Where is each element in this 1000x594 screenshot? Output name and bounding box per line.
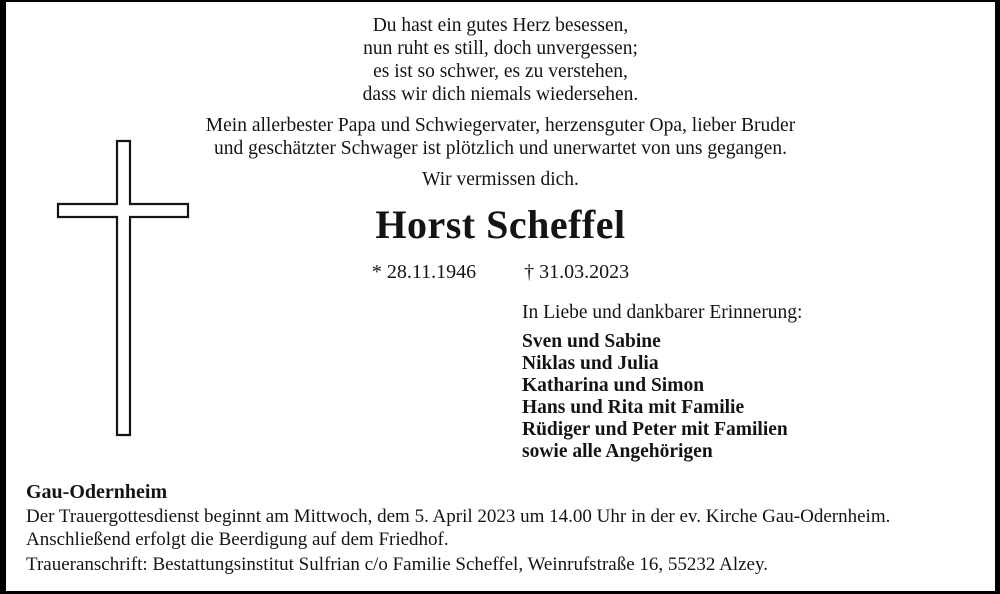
intro-line: und geschätzter Schwager ist plötzlich und unerwartet von uns gegangen. xyxy=(214,138,787,159)
service-line: Anschließend erfolgt die Beerdigung auf dem Friedhof. xyxy=(26,529,449,550)
intro-line: Mein allerbester Papa und Schwiegervater, herzensguter Opa, lieber Bruder xyxy=(205,115,796,136)
dagger-death-symbol: † xyxy=(524,261,535,283)
mourners-list xyxy=(522,331,802,463)
poem-line: nun ruht es still, doch unvergessen; xyxy=(363,38,638,59)
mourning-address: Traueranschrift: Bestattungsinstitut Sulfrian c/o Familie Scheffel, Weinrufstraße 16, 55232 Alzey. xyxy=(26,554,768,575)
service-line: Der Trauergottesdienst beginnt am Mittwoch, dem 5. April 2023 um 14.00 Uhr in der ev. Kirche Gau-Odernheim. xyxy=(26,506,891,527)
death-date-value: 31.03.2023 xyxy=(539,261,630,283)
deceased-name: Horst Scheffel xyxy=(375,202,626,247)
farewell-text: Wir vermissen dich. xyxy=(422,169,579,190)
death-date xyxy=(524,261,629,283)
mourner-name: Hans und Rita mit Familie xyxy=(522,397,745,418)
mourner-name: Niklas und Julia xyxy=(522,353,659,374)
cross-icon xyxy=(54,137,194,441)
city-name: Gau-Odernheim xyxy=(26,481,168,503)
memorial-poem xyxy=(6,14,995,106)
poem-line: Du hast ein gutes Herz besessen, xyxy=(372,15,629,36)
birth-date xyxy=(372,261,476,283)
asterisk-birth-symbol: * xyxy=(371,261,382,283)
birth-date-value: 28.11.1946 xyxy=(386,261,477,283)
mourner-name: Rüdiger und Peter mit Familien xyxy=(522,419,788,440)
poem-line: es ist so schwer, es zu verstehen, xyxy=(373,61,628,82)
mourner-name: Sven und Sabine xyxy=(522,331,661,352)
remembrance-block xyxy=(522,301,802,463)
service-info xyxy=(26,505,890,551)
remembrance-heading: In Liebe und dankbarer Erinnerung: xyxy=(522,302,803,323)
mourner-name: Katharina und Simon xyxy=(522,375,705,396)
poem-line: dass wir dich niemals wiedersehen. xyxy=(362,84,639,105)
mourner-name: sowie alle Angehörigen xyxy=(522,441,713,462)
